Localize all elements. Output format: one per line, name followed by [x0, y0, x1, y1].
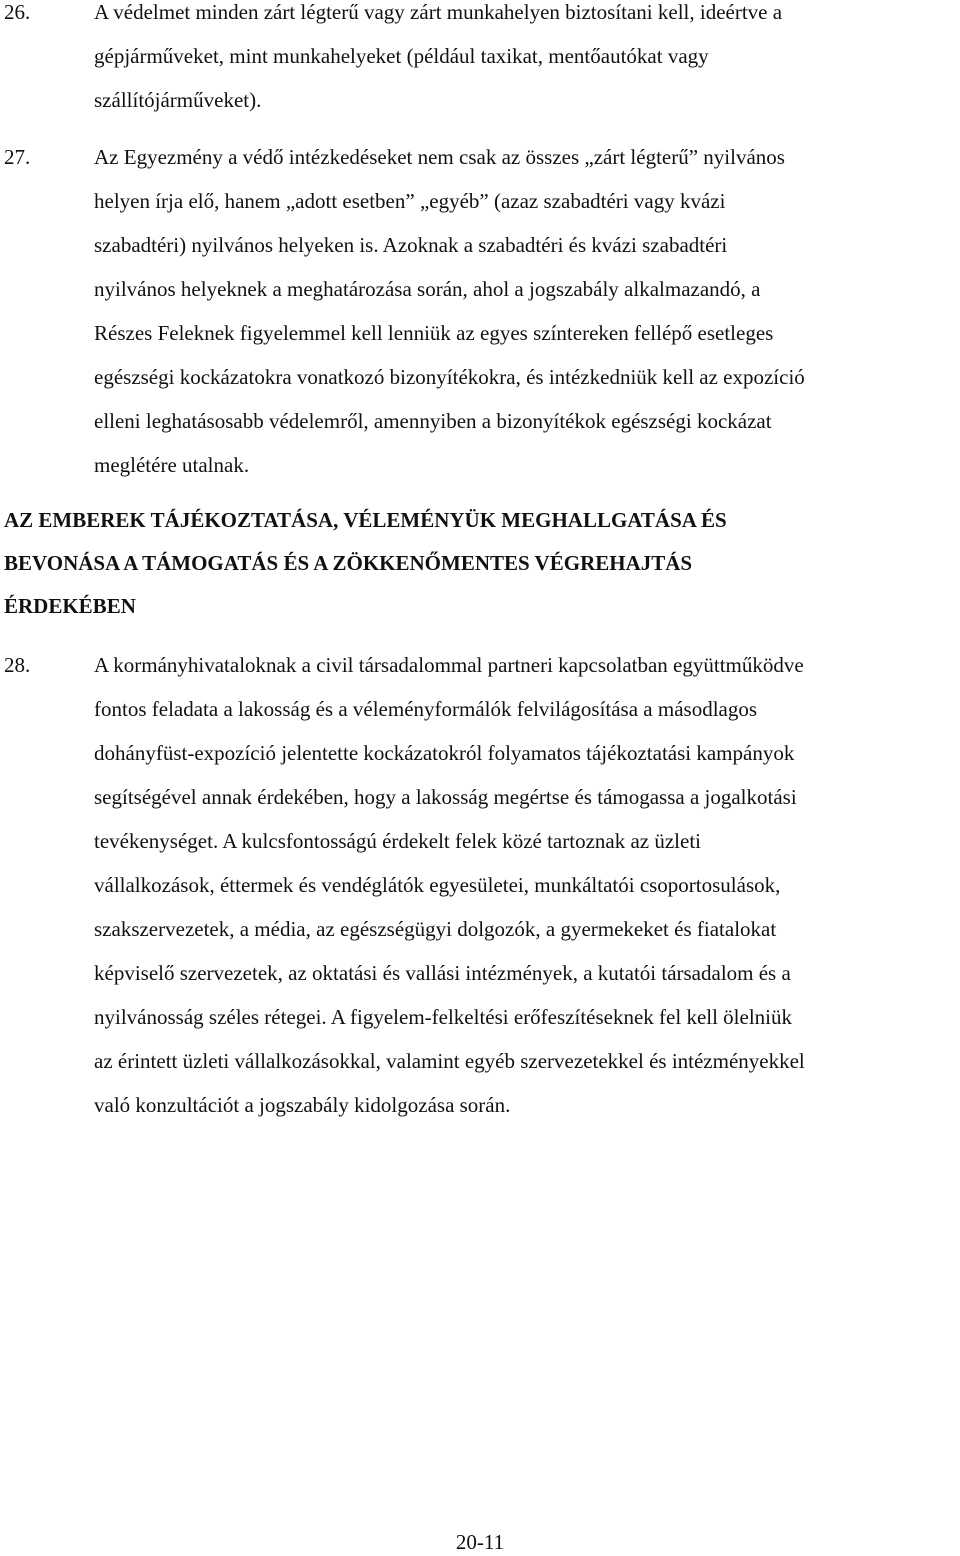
- paragraph-text: [94, 643, 960, 1127]
- heading-line: AZ EMBEREK TÁJÉKOZTATÁSA, VÉLEMÉNYÜK MEGHALLGATÁSA ÉS: [4, 508, 727, 532]
- heading-line: ÉRDEKÉBEN: [4, 594, 136, 618]
- text-line: szakszervezetek, a média, az egészségügyi dolgozók, a gyermekeket és fiatalokat: [94, 917, 777, 941]
- text-line: A kormányhivataloknak a civil társadalommal partneri kapcsolatban együttműködve: [94, 653, 804, 677]
- text-line: egészségi kockázatokra vonatkozó bizonyítékokra, és intézkedniük kell az expozíció: [94, 365, 805, 389]
- text-line: nyilvános helyeknek a meghatározása során, ahol a jogszabály alkalmazandó, a: [94, 277, 761, 301]
- paragraph-text: [94, 135, 960, 487]
- text-line: Az Egyezmény a védő intézkedéseket nem csak az összes „zárt légterű” nyilvános: [94, 145, 785, 169]
- text-line: meglétére utalnak.: [94, 453, 250, 477]
- text-line: nyilvánosság széles rétegei. A figyelem-felkeltési erőfeszítéseknek fel kell ölelniük: [94, 1005, 793, 1029]
- text-line: tevékenységet. A kulcsfontosságú érdekelt felek közé tartoznak az üzleti: [94, 829, 702, 853]
- text-line: A védelmet minden zárt légterű vagy zárt munkahelyen biztosítani kell, ideértve a: [94, 0, 783, 24]
- section-heading: [4, 499, 960, 628]
- text-line: az érintett üzleti vállalkozásokkal, valamint egyéb szervezetekkel és intézményekkel: [94, 1049, 805, 1073]
- text-line: segítségével annak érdekében, hogy a lakosság megértse és támogassa a jogalkotási: [94, 785, 797, 809]
- text-line: képviselő szervezetek, az oktatási és vallási intézmények, a kutatói társadalom és a: [94, 961, 791, 985]
- text-line: szállítójárműveket).: [94, 88, 262, 112]
- paragraph-text: [94, 0, 960, 122]
- text-line: Részes Feleknek figyelemmel kell lenniük az egyes színtereken fellépő esetleges: [94, 321, 774, 345]
- text-line: elleni leghatásosabb védelemről, amennyiben a bizonyítékok egészségi kockázat: [94, 409, 772, 433]
- text-line: helyen írja elő, hanem „adott esetben” „egyéb” (azaz szabadtéri vagy kvázi: [94, 189, 726, 213]
- text-line: való konzultációt a jogszabály kidolgozása során.: [94, 1093, 511, 1117]
- text-line: dohányfüst-expozíció jelentette kockázatokról folyamatos tájékoztatási kampányok: [94, 741, 795, 765]
- paragraph-number: 27.: [4, 145, 31, 169]
- text-line: szabadtéri) nyilvános helyeken is. Azoknak a szabadtéri és kvázi szabadtéri: [94, 233, 728, 257]
- page-number: 20-11: [455, 1530, 505, 1554]
- heading-line: BEVONÁSA A TÁMOGATÁS ÉS A ZÖKKENŐMENTES VÉGREHAJTÁS: [4, 551, 693, 575]
- text-line: gépjárműveket, mint munkahelyeket (például taxikat, mentőautókat vagy: [94, 44, 709, 68]
- paragraph-number: 28.: [4, 653, 31, 677]
- text-line: fontos feladata a lakosság és a véleményformálók felvilágosítása a másodlagos: [94, 697, 758, 721]
- text-line: vállalkozások, éttermek és vendéglátók egyesületei, munkáltatói csoportosulások,: [94, 873, 781, 897]
- paragraph-number: 26.: [4, 0, 31, 24]
